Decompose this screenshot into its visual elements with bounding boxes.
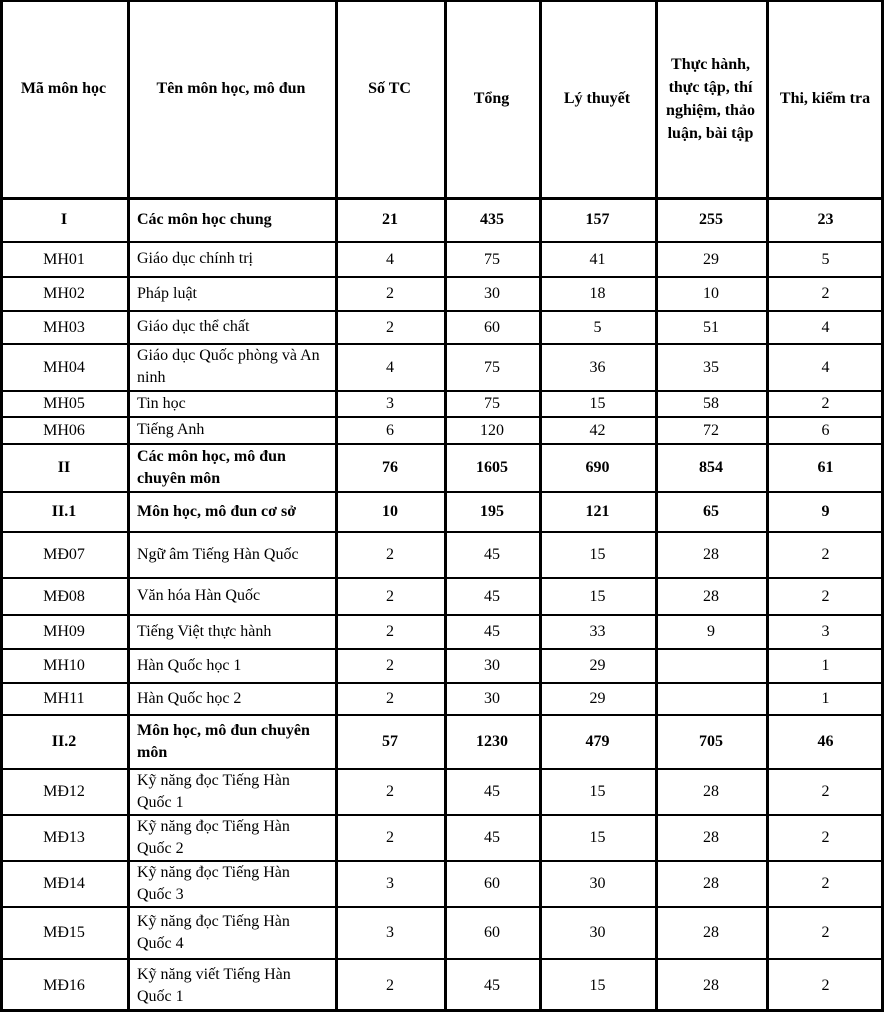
col-exam-cell: 6 (821, 421, 830, 439)
col-total-cell: 45 (484, 977, 500, 994)
col-code-cell: MH01 (43, 250, 85, 268)
col-practice-cell: 28 (703, 587, 719, 605)
col-credits-cell: 2 (386, 546, 394, 563)
col-credits-cell: 3 (386, 395, 394, 412)
col-name-cell: Tin học (137, 394, 186, 412)
col-practice-cell (658, 650, 764, 681)
col-exam-cell: 2 (821, 783, 830, 800)
col-name-cell: Văn hóa Hàn Quốc (137, 587, 261, 604)
col-total-cell: 75 (484, 250, 500, 268)
col-theory-cell: 29 (589, 690, 606, 707)
col-total-cell: 45 (484, 783, 500, 800)
col-exam-cell: 2 (821, 395, 830, 412)
col-credits-cell: 2 (386, 285, 394, 302)
col-credits-cell: 4 (386, 250, 394, 268)
header-name: Tên môn học, mô đun (156, 80, 306, 97)
header-exam: Thi, kiểm tra (779, 90, 871, 107)
col-total-cell: 195 (480, 503, 504, 520)
col-exam-cell: 61 (817, 459, 834, 476)
col-code-cell: II.2 (51, 733, 77, 750)
col-theory-cell: 15 (589, 395, 606, 412)
row-divider (0, 906, 884, 908)
col-name-cell: Môn học, mô đun chuyên môn (137, 721, 310, 761)
col-credits-cell: 6 (386, 421, 394, 439)
col-exam-cell: 4 (821, 358, 830, 376)
col-exam-cell: 46 (817, 733, 834, 750)
col-exam-cell: 2 (821, 587, 830, 605)
col-theory-cell: 42 (589, 421, 606, 439)
col-code-cell: MĐ16 (43, 977, 85, 994)
column-divider (127, 0, 130, 1012)
col-practice-cell: 28 (703, 546, 719, 563)
col-practice-cell: 65 (703, 503, 719, 520)
col-theory-cell: 479 (585, 733, 610, 750)
col-theory-cell: 41 (589, 250, 606, 268)
row-divider (0, 416, 884, 418)
col-theory-cell: 15 (589, 783, 606, 800)
col-name-cell: Pháp luật (137, 284, 197, 302)
row-divider (0, 814, 884, 816)
col-practice-cell: 28 (703, 875, 719, 892)
col-exam-cell: 4 (821, 318, 830, 336)
col-practice-cell: 255 (699, 211, 723, 228)
col-name-cell: Kỹ năng đọc Tiếng Hàn Quốc 3 (137, 863, 290, 903)
col-credits-cell: 2 (386, 657, 394, 674)
col-exam-cell: 5 (821, 250, 830, 268)
row-divider (0, 860, 884, 862)
col-total-cell: 45 (484, 829, 500, 846)
col-exam-cell: 1 (821, 690, 830, 707)
col-credits-cell: 57 (382, 733, 398, 750)
col-code-cell: MH11 (43, 690, 85, 707)
col-total-cell: 45 (484, 546, 500, 563)
row-divider (0, 241, 884, 243)
col-code-cell: MĐ15 (43, 924, 85, 941)
column-divider (0, 0, 3, 1012)
col-practice-cell: 10 (703, 285, 719, 302)
col-name-cell: Các môn học, mô đun chuyên môn (137, 447, 286, 487)
column-divider (766, 0, 769, 1012)
header-total: Tổng (473, 90, 510, 107)
col-credits-cell: 2 (386, 587, 394, 605)
col-theory-cell: 121 (585, 503, 610, 520)
col-code-cell: MH04 (43, 358, 85, 376)
col-code-cell: MĐ07 (43, 546, 85, 563)
col-code-cell: MĐ13 (43, 829, 85, 846)
col-code-cell: MH05 (43, 395, 85, 412)
col-credits-cell: 3 (386, 875, 394, 892)
col-practice-cell: 51 (703, 318, 719, 336)
col-code-cell: MH06 (43, 421, 85, 439)
col-code-cell: II (57, 459, 71, 476)
row-divider (0, 197, 884, 200)
col-theory-cell: 15 (589, 829, 606, 846)
row-divider (0, 531, 884, 533)
col-practice-cell: 28 (703, 977, 719, 994)
col-name-cell: Tiếng Anh (137, 421, 205, 438)
col-exam-cell: 2 (821, 977, 830, 994)
col-credits-cell: 2 (386, 623, 394, 640)
col-exam-cell: 23 (817, 211, 834, 228)
column-divider (655, 0, 658, 1012)
col-name-cell: Hàn Quốc học 1 (137, 656, 242, 674)
col-name-cell: Giáo dục thể chất (137, 318, 250, 335)
col-total-cell: 45 (484, 623, 500, 640)
row-divider (0, 577, 884, 579)
row-divider (0, 390, 884, 392)
col-name-cell: Ngữ âm Tiếng Hàn Quốc (137, 545, 299, 563)
header-theory: Lý thuyết (563, 90, 631, 107)
col-code-cell: MH03 (43, 318, 85, 336)
header-practice: Thực hành, thực tập, thí nghiệm, thảo luận, bài tập (666, 55, 755, 142)
col-name-cell: Tiếng Việt thực hành (137, 622, 272, 640)
col-credits-cell: 21 (382, 211, 398, 228)
col-name-cell: Kỹ năng đọc Tiếng Hàn Quốc 4 (137, 912, 290, 952)
col-code-cell: MH10 (43, 657, 85, 674)
col-practice-cell: 9 (707, 623, 715, 640)
row-divider (0, 310, 884, 312)
col-exam-cell: 2 (821, 924, 830, 941)
row-divider (0, 682, 884, 684)
col-total-cell: 1230 (476, 733, 508, 750)
col-code-cell: MĐ08 (43, 587, 85, 605)
col-theory-cell: 33 (589, 623, 606, 640)
col-total-cell: 30 (484, 690, 500, 707)
col-practice-cell: 72 (703, 421, 719, 439)
col-total-cell: 435 (480, 211, 504, 228)
col-exam-cell: 2 (821, 829, 830, 846)
col-exam-cell: 1 (821, 657, 830, 674)
col-credits-cell: 2 (386, 977, 394, 994)
col-total-cell: 60 (484, 318, 500, 336)
col-practice-cell: 28 (703, 924, 719, 941)
row-divider (0, 958, 884, 960)
col-exam-cell: 3 (821, 623, 830, 640)
col-practice-cell: 28 (703, 829, 719, 846)
row-divider (0, 491, 884, 493)
col-theory-cell: 15 (589, 977, 606, 994)
col-name-cell: Các môn học chung (137, 210, 272, 228)
col-name-cell: Giáo dục Quốc phòng và An ninh (137, 347, 320, 386)
col-theory-cell: 29 (589, 657, 606, 674)
col-credits-cell: 2 (386, 690, 394, 707)
col-name-cell: Hàn Quốc học 2 (137, 689, 242, 707)
col-name-cell: Kỹ năng đọc Tiếng Hàn Quốc 2 (137, 817, 290, 857)
col-name-cell: Kỹ năng đọc Tiếng Hàn Quốc 1 (137, 771, 290, 811)
col-code-cell: II.1 (51, 503, 77, 520)
col-credits-cell: 2 (386, 783, 394, 800)
col-credits-cell: 2 (386, 829, 394, 846)
col-theory-cell: 157 (585, 211, 610, 228)
row-divider (0, 443, 884, 445)
col-total-cell: 30 (484, 657, 500, 674)
header-credits: Số TC (368, 80, 411, 97)
col-total-cell: 120 (480, 421, 504, 439)
column-divider (444, 0, 447, 1012)
col-total-cell: 75 (484, 358, 500, 376)
col-exam-cell: 2 (821, 285, 830, 302)
col-total-cell: 60 (484, 875, 500, 892)
col-code-cell: MĐ12 (43, 783, 85, 800)
col-credits-cell: 10 (382, 503, 398, 520)
row-divider (0, 0, 884, 2)
col-exam-cell: 9 (821, 503, 830, 520)
col-code-cell: MH09 (43, 623, 85, 640)
col-name-cell: Kỹ năng viết Tiếng Hàn Quốc 1 (137, 965, 291, 1005)
col-total-cell: 45 (484, 587, 500, 605)
col-theory-cell: 15 (589, 587, 606, 605)
row-divider (0, 614, 884, 616)
col-practice-cell: 854 (699, 459, 723, 476)
col-total-cell: 75 (484, 395, 500, 412)
col-name-cell: Giáo dục chính trị (137, 250, 253, 267)
col-theory-cell: 690 (585, 459, 610, 476)
col-name-cell: Môn học, mô đun cơ sở (137, 502, 297, 520)
col-theory-cell: 30 (589, 875, 606, 892)
col-practice-cell (658, 684, 764, 713)
col-code-cell: MH02 (43, 285, 85, 302)
col-credits-cell: 3 (386, 924, 394, 941)
col-theory-cell: 30 (589, 924, 606, 941)
column-divider (539, 0, 542, 1012)
row-divider (0, 768, 884, 770)
col-total-cell: 1605 (476, 459, 508, 476)
col-practice-cell: 29 (703, 250, 719, 268)
col-theory-cell: 18 (589, 285, 606, 302)
col-total-cell: 60 (484, 924, 500, 941)
col-theory-cell: 36 (589, 358, 606, 376)
col-credits-cell: 4 (386, 358, 394, 376)
col-theory-cell: 15 (589, 546, 606, 563)
col-practice-cell: 28 (703, 783, 719, 800)
header-code: Mã môn học (20, 80, 107, 97)
col-code-cell: MĐ14 (43, 875, 85, 892)
col-practice-cell: 705 (699, 733, 723, 750)
col-code-cell: I (60, 211, 68, 228)
col-exam-cell: 2 (821, 546, 830, 563)
col-credits-cell: 76 (382, 459, 398, 476)
row-divider (0, 714, 884, 716)
row-divider (0, 648, 884, 650)
col-credits-cell: 2 (386, 318, 394, 336)
col-theory-cell: 5 (593, 318, 602, 336)
col-exam-cell: 2 (821, 875, 830, 892)
column-divider (335, 0, 338, 1012)
row-divider (0, 343, 884, 345)
col-practice-cell: 58 (703, 395, 719, 412)
col-total-cell: 30 (484, 285, 500, 302)
row-divider (0, 276, 884, 278)
col-practice-cell: 35 (703, 358, 719, 376)
